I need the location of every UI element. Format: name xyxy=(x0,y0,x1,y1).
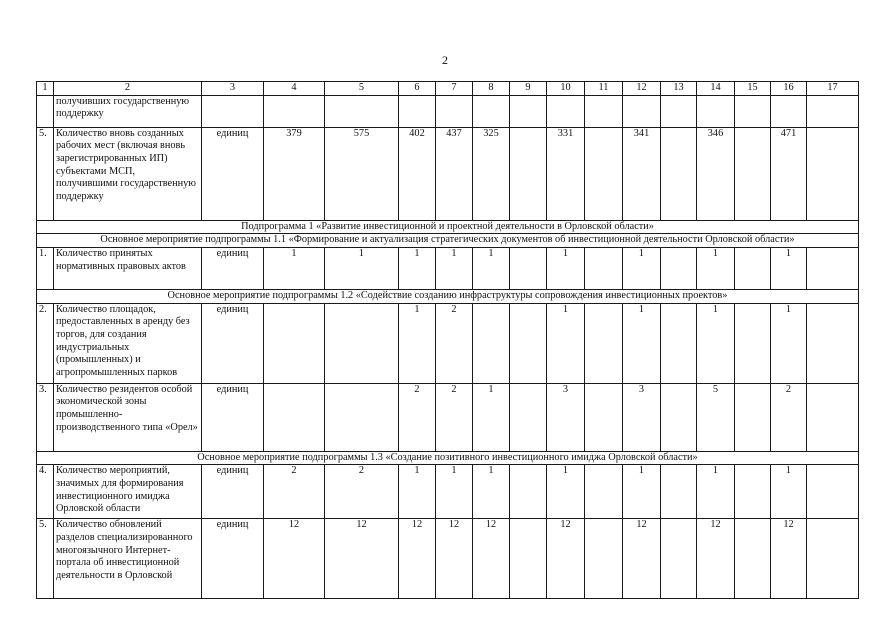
value-cell xyxy=(585,95,623,127)
value-cell xyxy=(661,247,697,289)
value-cell xyxy=(264,95,325,127)
row-number: 5. xyxy=(37,127,54,220)
value-cell xyxy=(585,127,623,220)
value-cell: 437 xyxy=(436,127,473,220)
value-cell: 575 xyxy=(325,127,399,220)
section-title: Основное мероприятие подпрограммы 1.3 «Создание позитивного инвестиционного имиджа Орловской области» xyxy=(37,451,859,465)
column-header-10: 10 xyxy=(547,82,585,96)
value-cell xyxy=(735,127,771,220)
value-cell xyxy=(547,95,585,127)
unit-cell xyxy=(202,95,264,127)
value-cell: 1 xyxy=(697,303,735,383)
row-number: 3. xyxy=(37,383,54,451)
value-cell: 1 xyxy=(436,247,473,289)
value-cell: 1 xyxy=(623,247,661,289)
section-title: Основное мероприятие подпрограммы 1.1 «Формирование и актуализация стратегических документов об инвестиционной деятельности Орловской области» xyxy=(37,234,859,248)
value-cell xyxy=(325,303,399,383)
indicator-name: получивших государственную поддержку xyxy=(54,95,202,127)
value-cell: 325 xyxy=(473,127,510,220)
value-cell: 12 xyxy=(436,519,473,599)
value-cell: 1 xyxy=(473,383,510,451)
value-cell xyxy=(807,383,859,451)
value-cell xyxy=(585,519,623,599)
value-cell: 402 xyxy=(399,127,436,220)
value-cell: 2 xyxy=(436,383,473,451)
column-header-16: 16 xyxy=(771,82,807,96)
table-row xyxy=(37,127,859,220)
column-header-11: 11 xyxy=(585,82,623,96)
header-row xyxy=(37,82,859,96)
value-cell xyxy=(510,465,547,519)
table-row xyxy=(37,247,859,289)
value-cell: 341 xyxy=(623,127,661,220)
column-header-13: 13 xyxy=(661,82,697,96)
table-row xyxy=(37,383,859,451)
value-cell xyxy=(661,465,697,519)
value-cell: 2 xyxy=(264,465,325,519)
value-cell xyxy=(735,465,771,519)
value-cell: 1 xyxy=(436,465,473,519)
value-cell: 2 xyxy=(399,383,436,451)
section-row xyxy=(37,289,859,303)
column-header-8: 8 xyxy=(473,82,510,96)
value-cell: 12 xyxy=(771,519,807,599)
value-cell: 1 xyxy=(547,465,585,519)
indicator-name: Количество резидентов особой экономической зоны промышленно-производственного типа «Орел» xyxy=(54,383,202,451)
value-cell xyxy=(735,383,771,451)
column-header-14: 14 xyxy=(697,82,735,96)
indicator-name: Количество обновлений разделов специализированного многоязычного Интернет-портала об инвестиционной деятельности в Орловской xyxy=(54,519,202,599)
indicators-table xyxy=(36,81,859,599)
row-number: 4. xyxy=(37,465,54,519)
page-number: 2 xyxy=(442,53,448,67)
value-cell: 1 xyxy=(547,247,585,289)
value-cell xyxy=(735,303,771,383)
value-cell xyxy=(264,303,325,383)
value-cell: 1 xyxy=(473,465,510,519)
value-cell: 346 xyxy=(697,127,735,220)
value-cell xyxy=(585,247,623,289)
value-cell xyxy=(735,95,771,127)
value-cell xyxy=(661,127,697,220)
table-row xyxy=(37,303,859,383)
unit-cell: единиц xyxy=(202,383,264,451)
value-cell: 1 xyxy=(771,303,807,383)
section-row xyxy=(37,220,859,234)
row-number: 2. xyxy=(37,303,54,383)
indicator-name: Количество площадок, предоставленных в аренду без торгов, для создания индустриальных (промышленных) и агропромышленных парков xyxy=(54,303,202,383)
value-cell: 1 xyxy=(623,303,661,383)
column-header-6: 6 xyxy=(399,82,436,96)
value-cell xyxy=(807,465,859,519)
value-cell: 1 xyxy=(697,247,735,289)
value-cell: 1 xyxy=(771,247,807,289)
value-cell xyxy=(585,465,623,519)
value-cell xyxy=(510,383,547,451)
value-cell xyxy=(399,95,436,127)
value-cell: 1 xyxy=(697,465,735,519)
value-cell xyxy=(661,519,697,599)
column-header-4: 4 xyxy=(264,82,325,96)
indicator-name: Количество мероприятий, значимых для формирования инвестиционного имиджа Орловской области xyxy=(54,465,202,519)
value-cell xyxy=(623,95,661,127)
column-header-3: 3 xyxy=(202,82,264,96)
value-cell xyxy=(436,95,473,127)
value-cell xyxy=(473,303,510,383)
column-header-15: 15 xyxy=(735,82,771,96)
value-cell: 5 xyxy=(697,383,735,451)
row-number: 1. xyxy=(37,247,54,289)
unit-cell: единиц xyxy=(202,303,264,383)
indicator-name: Количество вновь созданных рабочих мест (включая вновь зарегистрированных ИП) субъектами МСП, получившими государственную поддержку xyxy=(54,127,202,220)
value-cell xyxy=(771,95,807,127)
value-cell xyxy=(264,383,325,451)
section-title: Основное мероприятие подпрограммы 1.2 «Содействие созданию инфраструктуры сопровождения инвестиционных проектов» xyxy=(37,289,859,303)
value-cell: 331 xyxy=(547,127,585,220)
table-row xyxy=(37,519,859,599)
section-row xyxy=(37,234,859,248)
unit-cell: единиц xyxy=(202,465,264,519)
value-cell xyxy=(807,127,859,220)
value-cell xyxy=(735,519,771,599)
value-cell xyxy=(735,247,771,289)
value-cell xyxy=(510,247,547,289)
unit-cell: единиц xyxy=(202,519,264,599)
section-row xyxy=(37,451,859,465)
value-cell xyxy=(807,303,859,383)
value-cell xyxy=(661,303,697,383)
value-cell: 12 xyxy=(697,519,735,599)
value-cell: 1 xyxy=(547,303,585,383)
value-cell: 12 xyxy=(623,519,661,599)
value-cell xyxy=(807,519,859,599)
value-cell: 471 xyxy=(771,127,807,220)
value-cell: 12 xyxy=(399,519,436,599)
value-cell xyxy=(661,383,697,451)
value-cell: 1 xyxy=(473,247,510,289)
value-cell xyxy=(325,383,399,451)
table-row xyxy=(37,465,859,519)
unit-cell: единиц xyxy=(202,247,264,289)
value-cell xyxy=(325,95,399,127)
value-cell: 1 xyxy=(264,247,325,289)
value-cell xyxy=(585,303,623,383)
value-cell xyxy=(510,519,547,599)
value-cell xyxy=(697,95,735,127)
value-cell: 12 xyxy=(473,519,510,599)
row-number: 5. xyxy=(37,519,54,599)
column-header-1: 1 xyxy=(37,82,54,96)
value-cell: 1 xyxy=(623,465,661,519)
value-cell xyxy=(510,303,547,383)
value-cell: 2 xyxy=(436,303,473,383)
value-cell: 1 xyxy=(325,247,399,289)
column-header-9: 9 xyxy=(510,82,547,96)
value-cell: 12 xyxy=(547,519,585,599)
value-cell xyxy=(807,247,859,289)
value-cell xyxy=(661,95,697,127)
column-header-2: 2 xyxy=(54,82,202,96)
section-title: Подпрограмма 1 «Развитие инвестиционной и проектной деятельности в Орловской области» xyxy=(37,220,859,234)
table-row xyxy=(37,95,859,127)
column-header-12: 12 xyxy=(623,82,661,96)
value-cell xyxy=(473,95,510,127)
indicator-name: Количество принятых нормативных правовых актов xyxy=(54,247,202,289)
value-cell: 379 xyxy=(264,127,325,220)
value-cell: 1 xyxy=(399,465,436,519)
value-cell: 2 xyxy=(771,383,807,451)
value-cell xyxy=(510,95,547,127)
value-cell: 12 xyxy=(325,519,399,599)
value-cell xyxy=(510,127,547,220)
value-cell xyxy=(585,383,623,451)
value-cell xyxy=(807,95,859,127)
value-cell: 1 xyxy=(399,247,436,289)
value-cell: 12 xyxy=(264,519,325,599)
column-header-5: 5 xyxy=(325,82,399,96)
value-cell: 1 xyxy=(771,465,807,519)
value-cell: 3 xyxy=(623,383,661,451)
column-header-17: 17 xyxy=(807,82,859,96)
value-cell: 3 xyxy=(547,383,585,451)
column-header-7: 7 xyxy=(436,82,473,96)
unit-cell: единиц xyxy=(202,127,264,220)
row-number xyxy=(37,95,54,127)
value-cell: 2 xyxy=(325,465,399,519)
value-cell: 1 xyxy=(399,303,436,383)
